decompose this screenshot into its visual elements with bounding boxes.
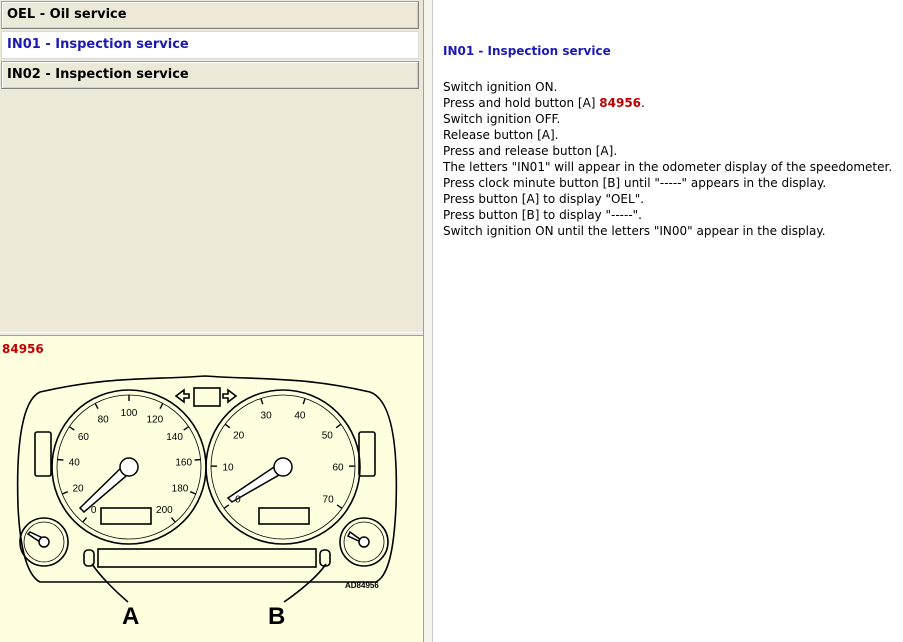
step-suffix: . (641, 96, 645, 110)
instructions-title: IN01 - Inspection service (443, 44, 611, 58)
tachometer-tick-mark (224, 505, 229, 508)
speedometer-tick-mark (62, 492, 68, 494)
tachometer-tick-label: 50 (321, 430, 333, 442)
speedometer-tick-mark (57, 460, 63, 461)
step-text: Switch ignition OFF. (443, 112, 561, 126)
speedometer-tick-mark (95, 403, 98, 408)
instructions-pane (433, 0, 903, 642)
tachometer-tick-mark (261, 399, 263, 405)
instruction-step (443, 223, 892, 239)
instruction-step (443, 79, 892, 95)
tachometer-tick-mark (225, 424, 230, 428)
tachometer-tick-label: 40 (294, 410, 306, 422)
speedometer-tick-label: 120 (146, 414, 164, 426)
step-text: Press and release button [A]. (443, 144, 618, 158)
speedometer-tick-label: 60 (77, 432, 89, 444)
tachometer-tick-label: 30 (260, 410, 272, 422)
step-text: Press button [A] to display "OEL". (443, 192, 645, 206)
step-text: Release button [A]. (443, 128, 559, 142)
step-text: The letters "IN01" will appear in the odometer display of the speedometer. (443, 160, 893, 174)
speedometer-tick-mark (83, 518, 87, 523)
instruction-step (443, 207, 892, 223)
instrument-cluster-drawing (0, 336, 423, 642)
speedometer-tick-mark (69, 427, 74, 430)
speedometer-tick-label: 180 (171, 483, 189, 495)
instruction-step (443, 95, 892, 111)
tachometer-tick-label: 60 (332, 462, 344, 474)
speedometer-tick-label: 0 (90, 505, 97, 517)
menu-item-oel[interactable]: OEL - Oil service (1, 1, 419, 29)
tachometer-tick-mark (303, 399, 305, 405)
illustration-panel (0, 336, 423, 642)
speedometer-tick-label: 80 (97, 414, 109, 426)
step-text: Press button [B] to display "-----". (443, 208, 642, 222)
instruction-steps (443, 79, 892, 239)
tachometer-tick-label: 10 (222, 462, 234, 474)
speedometer-tick-label: 140 (166, 432, 183, 444)
tachometer-tick-label: 70 (322, 494, 334, 506)
instruction-step (443, 159, 892, 175)
speedometer-tick-mark (190, 492, 196, 494)
speedometer-tick-mark (195, 460, 201, 461)
callout-a: A (122, 603, 140, 630)
vertical-splitter[interactable] (423, 0, 433, 642)
callout-b: B (268, 603, 286, 630)
speedometer-tick-mark (160, 403, 163, 408)
speedometer-tick-label: 200 (156, 505, 173, 517)
step-ref-link[interactable]: 84956 (599, 96, 642, 110)
instruction-step (443, 175, 892, 191)
tachometer-tick-mark (337, 505, 342, 508)
instruction-step (443, 191, 892, 207)
tachometer-tick-mark (336, 424, 341, 428)
instruction-step (443, 111, 892, 127)
step-text: Switch ignition ON until the letters "IN00" appear in the display. (443, 224, 826, 238)
tachometer-tick-label: 20 (233, 430, 245, 442)
speedometer-tick-label: 40 (68, 457, 80, 469)
step-text: Press clock minute button [B] until "-----" appears in the display. (443, 176, 827, 190)
speedometer-tick-mark (184, 427, 189, 430)
illustration-code: AD84956 (345, 581, 379, 590)
instruction-step (443, 143, 892, 159)
instruction-step (443, 127, 892, 143)
menu-item-in02[interactable]: IN02 - Inspection service (1, 61, 419, 89)
left-pane (0, 0, 423, 642)
step-text: Switch ignition ON. (443, 80, 558, 94)
speedometer-tick-label: 20 (72, 483, 84, 495)
speedometer-tick-mark (171, 518, 175, 523)
speedometer-tick-label: 100 (120, 408, 138, 419)
menu-item-in01[interactable]: IN01 - Inspection service (1, 31, 419, 59)
step-text: Press and hold button [A] (443, 96, 600, 110)
speedometer-tick-label: 160 (175, 457, 193, 469)
service-menu (0, 0, 423, 332)
illustration-id: 84956 (2, 342, 44, 356)
tachometer-tick-label: 0 (235, 494, 241, 506)
